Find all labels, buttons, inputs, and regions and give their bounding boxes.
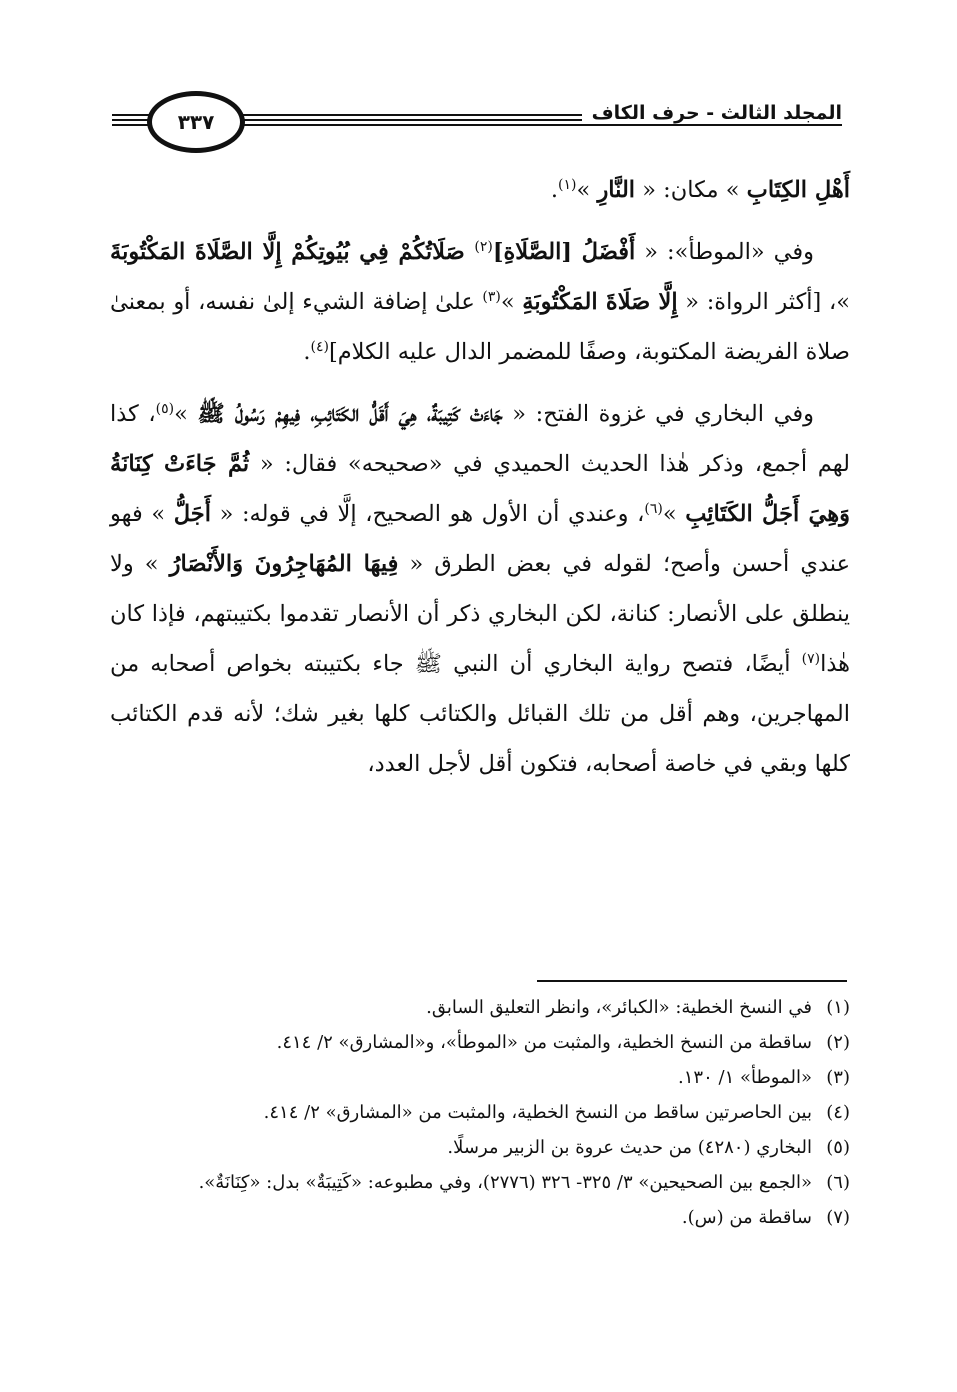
footnote-ref: (٣): [482, 289, 501, 305]
text: .: [550, 177, 559, 203]
text: وفي البخاري في غزوة الفتح: «: [502, 401, 814, 427]
footnote-item: [110, 990, 850, 1025]
text: » فهو عندي أحسن وأصح؛ لقوله في بعض الطرق «: [110, 501, 850, 577]
main-text: [110, 165, 850, 789]
footnote-ref: (٦): [644, 501, 663, 517]
quote: النَّارِ: [597, 177, 636, 203]
footnote-ref: (٧): [801, 651, 821, 667]
text: » مكان: «: [635, 177, 747, 203]
footnote-ref: (٤): [310, 339, 329, 355]
footnotes: [110, 990, 850, 1235]
footnote-text: ساقطة من (س).: [681, 1207, 812, 1228]
paragraph-1: [110, 165, 850, 215]
footnote-number: (٦): [826, 1172, 850, 1193]
footnote-text: في النسخ الخطية: «الكبائر»، وانظر التعليق السابق.: [426, 997, 812, 1018]
text: أيضًا، فتصح رواية البخاري أن النبي ﷺ جاء بكتيبته بخواص أصحابه من المهاجرين، وهم أقل من تلك القبائل والكتائب كلها بغير شك؛ لأنه قدم الكتائب كلها وبقي في خاصة أصحابه، فتكون أقل لأجل العدد،: [110, 651, 850, 777]
footnote-text: ساقطة من النسخ الخطية، والمثبت من «الموطأ»، و«المشارق» ٢/ ٤١٤.: [276, 1032, 812, 1053]
paragraph-3: [110, 389, 850, 789]
running-title: المجلد الثالث - حرف الكاف: [582, 102, 842, 124]
quote: صَلَاتُكُمْ فِي بُيُوتِكُمْ إِلَّا الصَّلَاةَ المَكْتُوبَةَ: [110, 239, 475, 265]
footnote-number: (٢): [826, 1032, 850, 1053]
footnote-item: [110, 1130, 850, 1165]
quote: جَاءَتْ كَتِيبَةٌ، هِيَ أَقَلُّ الكَتَائِبِ، فِيهِمْ رَسُولُ ﷺ: [197, 401, 503, 427]
quote: فِيهَا المُهَاجِرُونَ وَالأَنْصَارُ: [169, 551, 399, 577]
quote: أَفْضَلُ [الصَّلَاةِ]: [492, 239, 636, 265]
footnote-text: «الجمع بين الصحيحين» ٣/ ٣٢٥- ٣٢٦ (٢٧٧٦)، وفي مطبوعه: «كَتِيبَةٌ» بدل: «كِنَانَةٌ».: [198, 1172, 812, 1193]
footnote-ref: (١): [558, 177, 577, 193]
paragraph-2: [110, 227, 850, 377]
footnote-item: [110, 1095, 850, 1130]
footnote-separator: [537, 980, 847, 982]
footnote-text: البخاري (٤٢٨٠) من حديث عروة بن الزبير مرسلًا.: [447, 1137, 812, 1158]
footnote-item: [110, 1025, 850, 1060]
text: علىٰ إضافة الشيء إلىٰ نفسه، أو بمعنىٰ صلاة الفريضة المكتوبة، وصفًا للمضمر الدال عليه الكلام]: [110, 289, 850, 365]
text: » ولا ينطلق على الأنصار: كنانة، لكن البخاري ذكر أن الأنصار تقدموا بكتيبتهم، فإذا كان هٰذا: [110, 551, 850, 677]
text: ، كذا لهم أجمع، وذكر هٰذا الحديث الحميدي في «صحيحه» فقال: «: [110, 401, 850, 477]
quote: إِلَّا صَلَاةَ المَكْتُوبَةِ: [522, 289, 678, 315]
footnote-ref: (٢): [474, 239, 493, 255]
footnote-item: [110, 1200, 850, 1235]
footnote-ref: (٥): [155, 401, 175, 417]
text: ، وعندي أن الأول هو الصحيح، إلَّا في قوله: «: [210, 501, 645, 527]
text: »: [662, 501, 686, 527]
quote: أَجَلُّ: [173, 501, 211, 527]
footnote-number: (٤): [826, 1102, 850, 1123]
text: »: [174, 401, 198, 427]
page-number: [147, 91, 245, 153]
text: »: [576, 177, 598, 203]
footnote-number: (٥): [826, 1137, 850, 1158]
footnote-item: [110, 1060, 850, 1095]
text: وفي «الموطأ»: «: [635, 239, 814, 265]
quote: ثُمَّ جَاءَتْ كِنَانَةُ وَهِيَ أَجَلُّ الكَتَائِبِ: [110, 451, 851, 527]
text: »: [500, 289, 523, 315]
footnote-number: (٧): [826, 1207, 850, 1228]
page-header: [112, 88, 842, 148]
text: .: [303, 339, 311, 365]
footnote-text: بين الحاصرتين ساقط من النسخ الخطية، والمثبت من «المشارق» ٢/ ٤١٤.: [263, 1102, 812, 1123]
footnote-item: [110, 1165, 850, 1200]
quote: أَهْلِ الكِتَابِ: [746, 177, 850, 203]
footnote-text: «الموطأ» ١/ ١٣٠.: [678, 1067, 812, 1088]
footnote-number: (١): [826, 997, 850, 1018]
text: »، [أكثر الرواة: «: [677, 289, 850, 315]
footnote-number: (٣): [826, 1067, 850, 1088]
page-number-text: ٣٣٧: [177, 110, 215, 134]
